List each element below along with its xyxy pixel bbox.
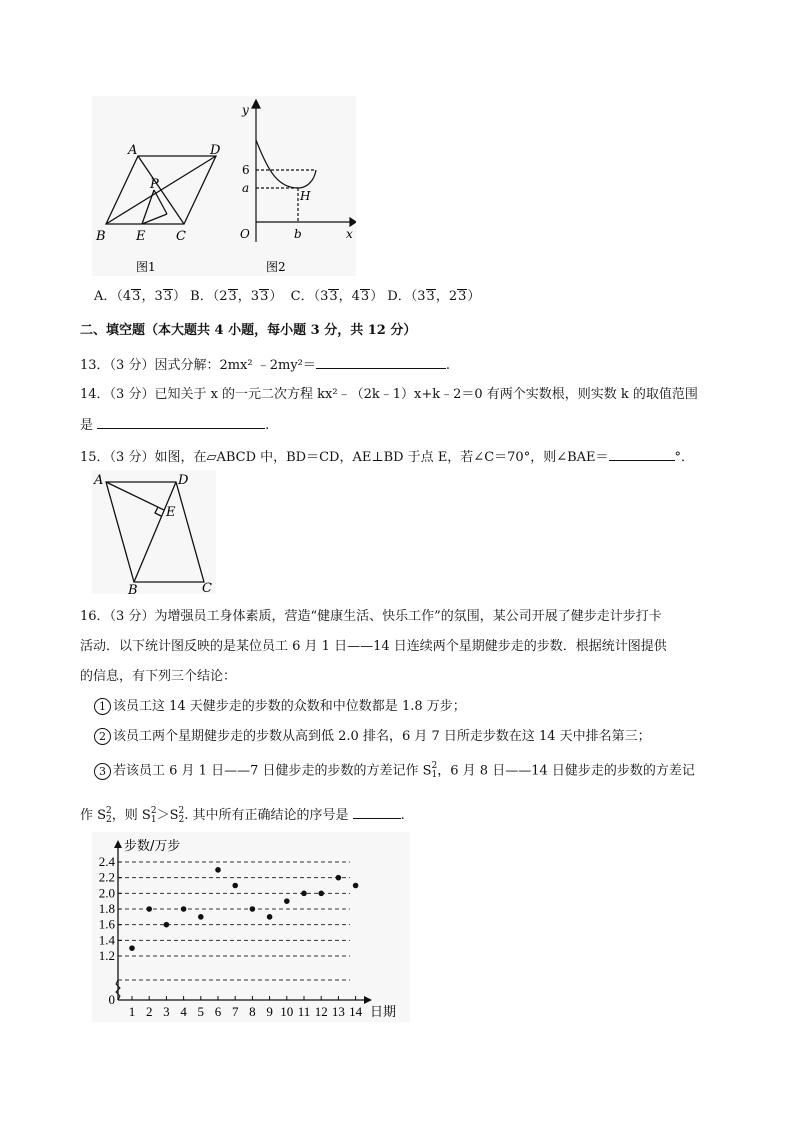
- x-tick-label: 11: [297, 1004, 311, 1019]
- data-point: [146, 906, 152, 912]
- x-tick-label: 7: [231, 1004, 239, 1019]
- label-6: 6: [242, 163, 250, 177]
- x-tick-label: 5: [197, 1004, 205, 1019]
- label-d: D: [210, 143, 221, 158]
- x-tick-label: 8: [249, 1004, 256, 1019]
- label-x: x: [346, 227, 353, 241]
- data-point: [129, 945, 135, 951]
- question-16-line3: 的信息，有下列三个结论：: [80, 669, 237, 684]
- data-point: [232, 883, 238, 889]
- fig2-caption: 图2: [266, 260, 286, 274]
- fig15-label-b: B: [128, 583, 138, 594]
- y-tick-label: 1.2: [98, 948, 115, 963]
- y-tick-label: 0: [108, 992, 115, 1007]
- x-tick-label: 9: [266, 1004, 273, 1019]
- data-point: [215, 867, 221, 873]
- x-tick-label: 4: [180, 1004, 187, 1019]
- figure-1-2-svg: [92, 96, 356, 276]
- question-15: 15．（3 分）如图，在▱ABCD 中，BD＝CD，AE⊥BD 于点 E，若∠C＝70°，则∠BAE＝ °．: [80, 446, 694, 467]
- fig15-label-d: D: [178, 473, 189, 488]
- label-a: A: [128, 143, 138, 158]
- y-tick-label: 1.4: [98, 932, 115, 948]
- label-c: C: [176, 229, 186, 244]
- label-y: y: [242, 103, 249, 117]
- y-axis-title: 步数/万步: [124, 839, 181, 854]
- label-o: O: [240, 227, 250, 241]
- q12-options: A．（43，33） B．（23，33） C．（33，43） D．（33，23）: [94, 289, 481, 304]
- figure-15: [92, 470, 216, 594]
- data-point: [250, 906, 256, 912]
- y-tick-label: 2.0: [98, 885, 115, 901]
- x-tick-label: 3: [163, 1004, 170, 1019]
- option-b: B．（2: [190, 289, 228, 304]
- y-tick-label: 1.8: [98, 901, 115, 916]
- question-16-line1: 16．（3 分）为增强员工身体素质，营造“健康生活、快乐工作”的氛围，某公司开展了健步走计步打卡: [80, 609, 662, 624]
- x-tick-label: 2: [145, 1004, 153, 1019]
- fig1-caption: 图1: [136, 260, 156, 274]
- steps-chart: [92, 832, 410, 1022]
- question-16-line2: 活动．以下统计图反映的是某位员工 6 月 1 日——14 日连续两个星期健步走的步数．根据统计图提供: [80, 639, 667, 654]
- option-d: D．（3: [387, 289, 426, 304]
- label-p: P: [150, 177, 159, 192]
- label-b: B: [96, 229, 106, 244]
- x-tick-label: 6: [214, 1004, 222, 1019]
- conclusion-1: 1 该员工这 14 天健步走的步数的众数和中位数都是 1.8 万步；: [94, 698, 466, 716]
- conclusion-3-cont: 作 S2 2，则 S2 1＞S2 2. 其中所有正确结论的序号是 .: [80, 805, 405, 825]
- data-point: [198, 914, 204, 920]
- diagonal-ac: [138, 156, 184, 224]
- y-tick-label: 1.6: [98, 916, 115, 932]
- x-tick-label: 12: [314, 1004, 328, 1019]
- label-e: E: [136, 229, 146, 244]
- fig15-label-e: E: [166, 505, 176, 520]
- fig15-label-a: A: [94, 473, 104, 488]
- data-point: [318, 891, 324, 897]
- x-tick-label: 13: [331, 1004, 345, 1019]
- question-14-line1: 14．（3 分）已知关于 x 的一元二次方程 kx²﹣（2k﹣1）x+k﹣2＝0 有两个实数根，则实数 k 的取值范围: [80, 387, 698, 402]
- x-tick-label: 14: [349, 1004, 363, 1019]
- y-tick-label: 2.4: [98, 854, 115, 869]
- label-a-val: a: [242, 181, 250, 195]
- conclusion-2: 2 该员工两个星期健步走的步数从高到低 2.0 排名，6 月 7 日所走步数在这 14 天中排名第三；: [94, 728, 651, 746]
- data-point: [284, 898, 290, 904]
- label-b-val: b: [294, 227, 302, 241]
- data-point: [353, 883, 359, 889]
- option-c: C．（3: [290, 289, 329, 304]
- x-tick-label: 1: [128, 1004, 136, 1019]
- data-point: [164, 922, 170, 928]
- curve: [256, 140, 316, 188]
- section-title: 二、填空题（本大题共 4 小题，每小题 3 分，共 12 分）: [80, 323, 417, 338]
- data-point: [181, 906, 187, 912]
- x-axis-title: 日期: [370, 1005, 397, 1020]
- data-point: [301, 891, 307, 897]
- data-point: [336, 875, 342, 881]
- x-tick-label: 10: [280, 1004, 294, 1019]
- conclusion-3: 3 若该员工 6 月 1 日——7 日健步走的步数的方差记作 S2 1，6 月 8 日——14 日健步走的步数的方差记: [94, 762, 695, 781]
- y-tick-label: 2.2: [98, 869, 115, 885]
- segment-ep: [142, 190, 154, 224]
- data-point: [267, 914, 273, 920]
- question-14-line2: 是 .: [80, 414, 269, 435]
- question-13: 13．（3 分）因式分解：2mx² ﹣2my²＝ .: [80, 354, 450, 375]
- label-h: H: [300, 189, 311, 203]
- fig15-label-c: C: [202, 581, 212, 594]
- option-a: A．（4: [94, 289, 132, 304]
